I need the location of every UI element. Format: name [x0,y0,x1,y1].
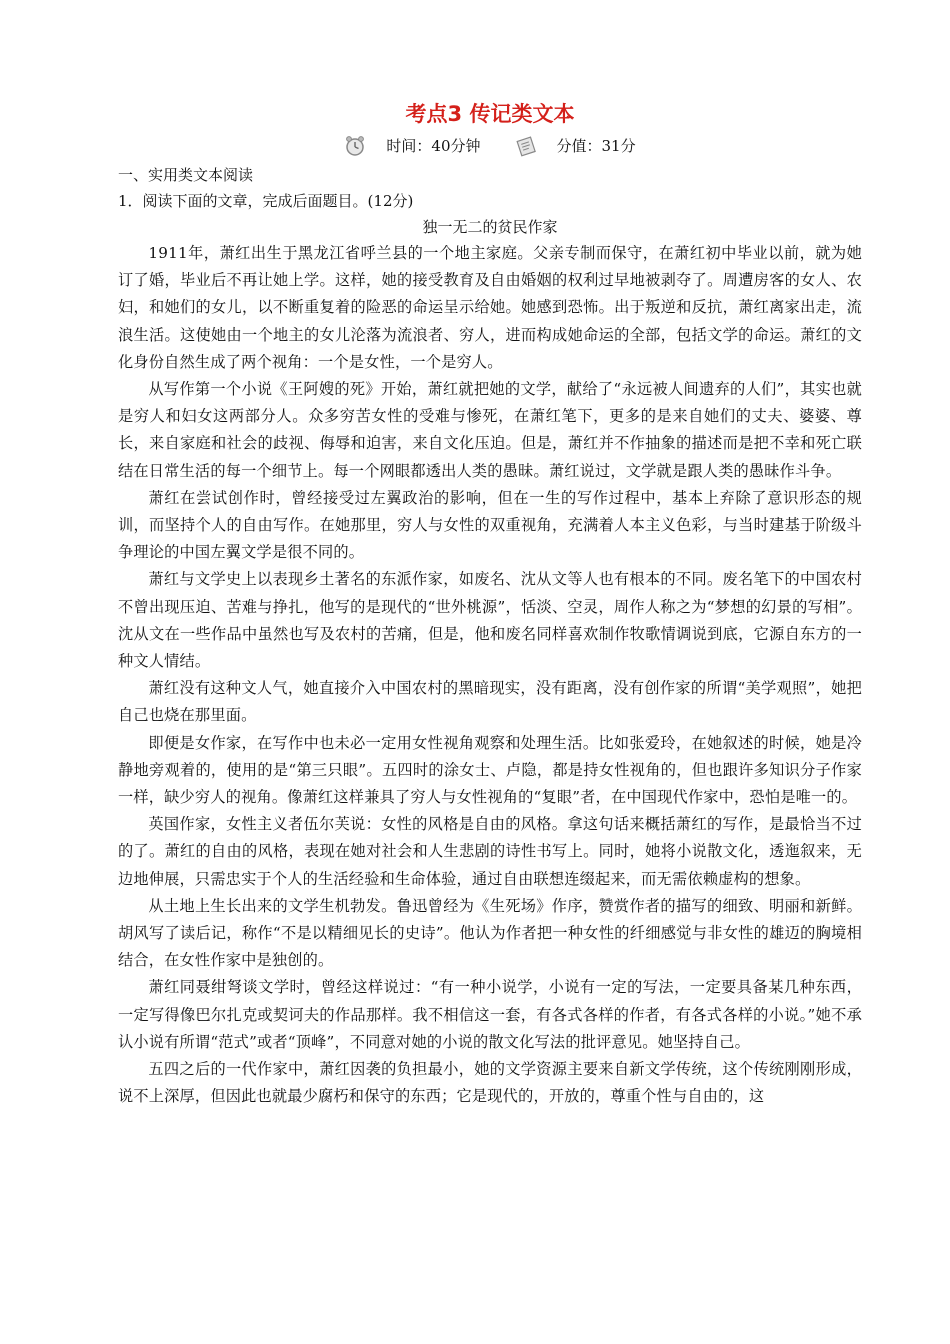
article-paragraph: 萧红同聂绀弩谈文学时，曾经这样说过：“有一种小说学，小说有一定的写法，一定要具备某几种东西，一定写得像巴尔扎克或契诃夫的作品那样。我不相信这一套，有各式各样的作者，有各式各样的小说。”她不承认小说有所谓“范式”或者“顶峰”，不同意对她的小说的散文化写法的批评意见。她坚持自己。 [118,978,862,1051]
article-paragraph: 即便是女作家，在写作中也未必一定用女性视角观察和处理生活。比如张爱玲，在她叙述的时候，她是冷静地旁观着的，使用的是“第三只眼”。五四时的涂女士、卢隐，都是持女性视角的，但也跟许多知识分子作家一样，缺少穷人的视角。像萧红这样兼具了穷人与女性视角的“复眼”者，在中国现代作家中，恐怕是唯一的。 [118,733,862,807]
article-paragraph: 从土地上生长出来的文学生机勃发。鲁迅曾经为《生死场》作序，赞赏作者的描写的细致、明丽和新鲜。胡风写了读后记，称作“不是以精细见长的史诗”。他认为作者把一种女性的纤细感觉与非女性的雄迈的胸境相结合，在女性作家中是独创的。 [118,896,862,970]
time-label: 时间：40分钟 [386,137,481,155]
article-paragraph: 英国作家，女性主义者伍尔芙说：女性的风格是自由的风格。拿这句话来概括萧红的写作，是最恰当不过的了。萧红的自由的风格，表现在她对社会和人生悲剧的诗性书写上。同时，她将小说散文化，透迤叙来，无边地伸展，只需忠实于个人的生活经验和生命体验，通过自由联想连缀起来，而无需依赖虚构的想象。 [118,815,862,888]
score-label: 分值：31分 [556,137,636,155]
article-paragraph: 萧红在尝试创作时，曾经接受过左翼政治的影响，但在一生的写作过程中，基本上弃除了意识形态的规训，而坚持个人的自由写作。在她那里，穷人与女性的双重视角，充满着人本主义色彩，与当时建基于阶级斗争理论的中国左翼文学是很不同的。 [118,488,862,562]
document-page [118,100,862,1111]
paper-icon [515,135,537,157]
score-info [515,134,636,158]
section-heading: 一、实用类文本阅读 [118,166,254,184]
page-title: 考点3 传记类文本 [405,102,575,126]
question-prompt: 1．阅读下面的文章，完成后面题目。(12分) [118,192,414,210]
article-paragraph: 萧红与文学史上以表现乡土著名的东派作家，如废名、沈从文等人也有根本的不同。废名笔下的中国农村不曾出现压迫、苦难与挣扎，他写的是现代的“世外桃源”，恬淡、空灵，周作人称之为“梦想的幻景的写相”。沈从文在一些作品中虽然也写及农村的苦痛，但是，他和废名同样喜欢制作牧歌情调说到底，它源自东方的一种文人情结。 [118,570,862,671]
article-title: 独一无二的贫民作家 [422,218,558,236]
article-paragraph: 从写作第一个小说《王阿嫂的死》开始，萧红就把她的文学，献给了“永远被人间遗弃的人们”，其实也就是穷人和妇女这两部分人。众多穷苦女性的受难与惨死，在萧红笔下，更多的是来自她们的丈夫、婆婆、尊长，来自家庭和社会的歧视、侮辱和迫害，来自文化压迫。但是，萧红并不作抽象的描述而是把不幸和死亡联结在日常生活的每一个细节上。每一个网眼都透出人类的愚昧。萧红说过，文学就是跟人类的愚昧作斗争。 [118,380,862,480]
clock-icon [344,135,366,157]
article-paragraph: 五四之后的一代作家中，萧红因袭的负担最小，她的文学资源主要来自新文学传统，这个传统刚刚形成，说不上深厚，但因此也就最少腐朽和保守的东西；它是现代的，开放的，尊重个性与自由的，这 [118,1060,862,1106]
article-paragraph: 1911年，萧红出生于黑龙江省呼兰县的一个地主家庭。父亲专制而保守，在萧红初中毕业以前，就为她订了婚，毕业后不再让她上学。这样，她的接受教育及自由婚姻的权利过早地被剥夺了。周遭房客的女人、农妇，和她们的女儿，以不断重复着的险恶的命运呈示给她。她感到恐怖。出于叛逆和反抗，萧红离家出走，流浪生活。这使她由一个地主的女儿沦落为流浪者、穷人，进而构成她命运的全部，包括文学的命运。萧红的文化身份自然生成了两个视角：一个是女性，一个是穷人。 [118,244,862,371]
article-paragraph: 萧红没有这种文人气，她直接介入中国农村的黑暗现实，没有距离，没有创作家的所谓“美学观照”，她把自己也烧在那里面。 [118,679,862,725]
time-info [344,134,480,158]
exam-meta [118,134,862,158]
